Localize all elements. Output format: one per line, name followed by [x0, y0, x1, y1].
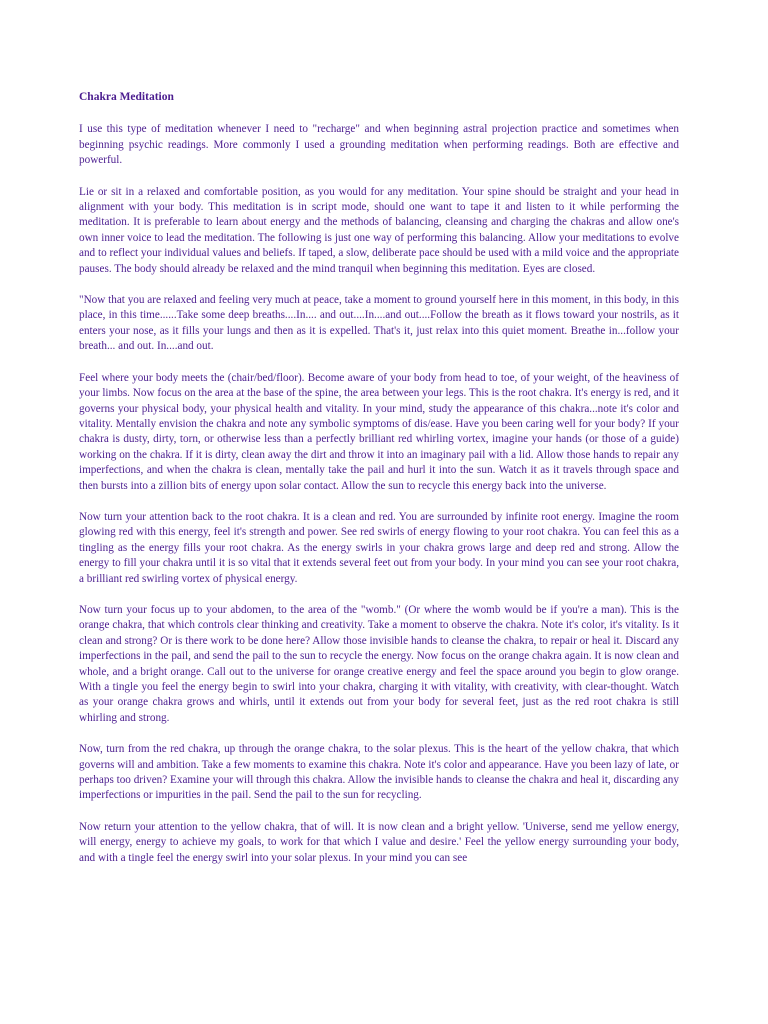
document-title: Chakra Meditation — [79, 91, 174, 103]
paragraph-root-chakra: Feel where your body meets the (chair/bed/floor). Become aware of your body from head to toe, of your weight, of the heaviness of your limbs. Now focus on the area at the base of the spine, the area between your legs. This is the root chakra. It's energy is red, and it governs your physical body, your physical health and vitality. In your mind, study the appearance of this chakra...note it's color and vitality. Mentally envision the chakra and note any symbolic symptoms of dis/ease. Have you been caring well for your body? If your chakra is dusty, dirty, torn, or otherwise less than a perfectly brilliant red whirling vortex, imagine your hands (or those of a guide) working on the chakra. If it is dirty, clean away the dirt and throw it into an imaginary pail with a lid. Allow those hands to repair any imperfections, and when the chakra is clean, mentally take the pail and hurl it into the sun. Watch it as it travels through space and then bursts into a zillion bits of energy upon solar contact. Allow the sun to recycle this energy back into the universe. — [79, 371, 679, 492]
paragraph-yellow-chakra: Now, turn from the red chakra, up through the orange chakra, to the solar plexus. This is the heart of the yellow chakra, that which governs will and ambition. Take a few moments to examine this chakra. Note it's color and appearance. Have you been lazy of late, or perhaps too driven? Examine your will through this chakra. Allow the invisible hands to cleanse the chakra and heal it, discarding any imperfections or impurities in the pail. Send the pail to the sun for recycling. — [79, 743, 679, 802]
paragraph-position: Lie or sit in a relaxed and comfortable position, as you would for any meditation. Your spine should be straight and your head in alignment with your body. This meditation is in script mode, should one want to tape it and listen to it while performing the meditation. It is preferable to learn about energy and the methods of balancing, cleansing and charging the chakras and allow one's own inner voice to lead the meditation. The following is just one way of performing this balancing. Allow your meditations to evolve and to reflect your individual values and beliefs. If taped, a slow, deliberate pace should be used with a mild voice and the appropriate pauses. The body should already be relaxed and the mind tranquil when beginning this meditation. Eyes are closed. — [79, 185, 679, 275]
paragraph-root-energy: Now turn your attention back to the root chakra. It is a clean and red. You are surrounded by infinite root energy. Imagine the room glowing red with this energy, feel it's strength and power. See red swirls of energy flowing to your root chakra. You can feel this as a tingling as the energy fills your root chakra. As the energy swirls in your chakra grows large and deep red and strong. Allow the energy to fill your chakra until it is so vital that it extends several feet out from your body. In your mind you can see your root chakra, a brilliant red swirling vortex of physical energy. — [79, 510, 679, 585]
document-page — [79, 90, 679, 882]
paragraph-yellow-energy: Now return your attention to the yellow chakra, that of will. It is now clean and a bright yellow. 'Universe, send me yellow energy, will energy, energy to achieve my goals, to work for that which I value and desire.' Feel the yellow energy surrounding your body, and with a tingle feel the energy swirl into your solar plexus. In your mind you can see — [79, 820, 679, 864]
paragraph-intro: I use this type of meditation whenever I need to "recharge" and when beginning astral projection practice and sometimes when beginning psychic readings. More commonly I used a grounding meditation when performing readings. Both are effective and powerful. — [79, 123, 679, 167]
paragraph-orange-chakra: Now turn your focus up to your abdomen, to the area of the "womb." (Or where the womb would be if you're a man). This is the orange chakra, that which controls clear thinking and creativity. Take a moment to observe the chakra. Note it's color, it's vitality. Is it clean and strong? Or is there work to be done here? Allow those invisible hands to cleanse the chakra, to repair or heal it. Discard any imperfections in the pail, and send the pail to the sun to recycle the energy. Now focus on the orange chakra again. It is now clean and whole, and a bright orange. Call out to the universe for orange creative energy and feel the space around you begin to glow orange. With a tingle you feel the energy begin to swirl into your chakra, charging it with vitality, with creativity, with clear-thought. Watch as your orange chakra grows and whirls, until it extends out from your body for several feet, just as the red root chakra is still whirling and strong. — [79, 603, 679, 724]
paragraph-breathing: "Now that you are relaxed and feeling very much at peace, take a moment to ground yourself here in this moment, in this body, in this place, in this time......Take some deep breaths....In.... and out....In....and out....Follow the breath as it flows toward your nostrils, as it enters your nose, as it fills your lungs and then as it is expelled. That's it, just relax into this quiet moment. Breathe in...follow your breath... and out. In....and out. — [79, 294, 679, 353]
